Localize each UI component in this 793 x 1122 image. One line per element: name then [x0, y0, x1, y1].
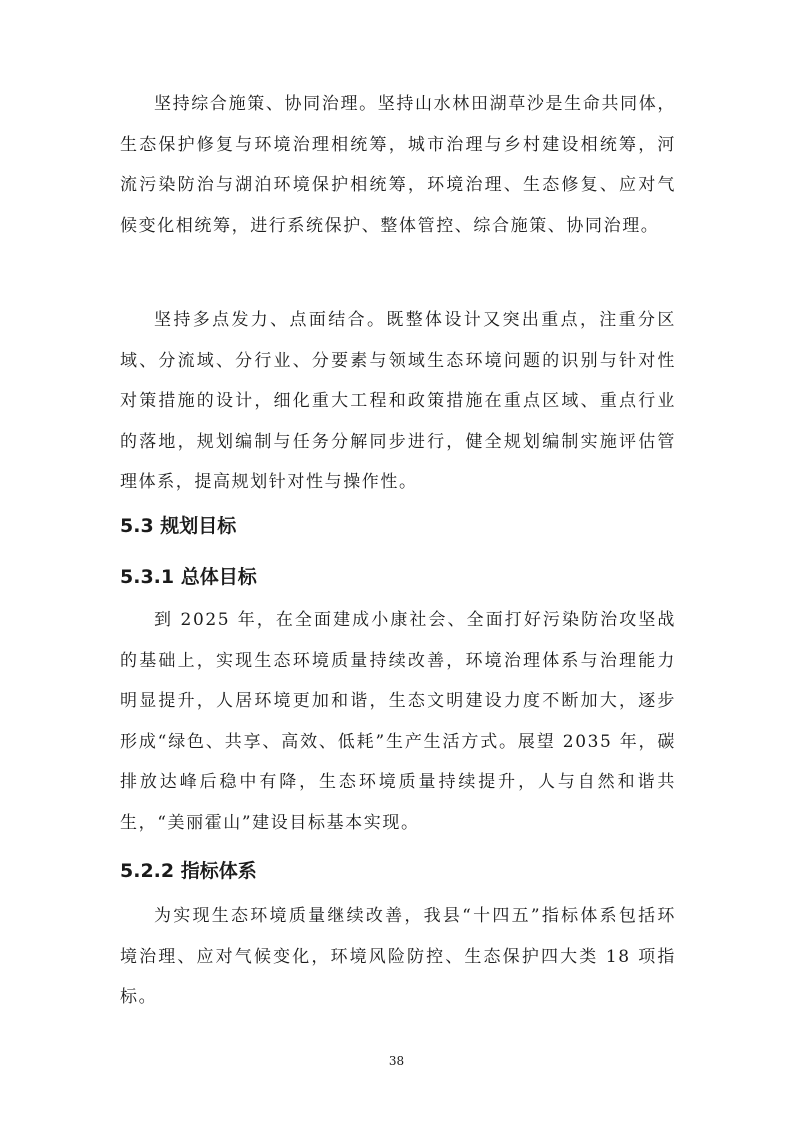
paragraph-multi-point-effort: 坚持多点发力、点面结合。既整体设计又突出重点，注重分区域、分流域、分行业、分要素与领域生态环境问题的识别与针对性对策措施的设计，细化重大工程和政策措施在重点区域、重点行业的落地，规划编制与任务分解同步进行，健全规划编制实施评估管理体系，提高规划针对性与操作性。	[120, 310, 676, 493]
paragraph-overall-goals: 到 2025 年，在全面建成小康社会、全面打好污染防治攻坚战的基础上，实现生态环境质量持续改善，环境治理体系与治理能力明显提升，人居环境更加和谐，生态文明建设力度不断加大，逐步形成“绿色、共享、高效、低耗”生产生活方式。展望 2035 年，碳排放达峰后稳中有降，生态环境质量持续提升，人与自然和谐共生，“美丽霍山”建设目标基本实现。	[120, 610, 676, 833]
paragraph-indicator-system: 为实现生态环境质量继续改善，我县“十四五”指标体系包括环境治理、应对气候变化，环境风险防控、生态保护四大类 18 项指标。	[120, 906, 676, 1008]
section-heading-planning-goals: 5.3 规划目标	[120, 515, 237, 537]
page-number: 38	[388, 1054, 405, 1068]
subsection-heading-indicator-system: 5.2.2 指标体系	[120, 860, 257, 882]
subsection-heading-overall-goals: 5.3.1 总体目标	[120, 566, 257, 588]
paragraph-coordinated-governance: 坚持综合施策、协同治理。坚持山水林田湖草沙是生命共同体，生态保护修复与环境治理相统筹，城市治理与乡村建设相统筹，河流污染防治与湖泊环境保护相统筹，环境治理、生态修复、应对气候变化相统筹，进行系统保护、整体管控、综合施策、协同治理。	[120, 94, 676, 236]
